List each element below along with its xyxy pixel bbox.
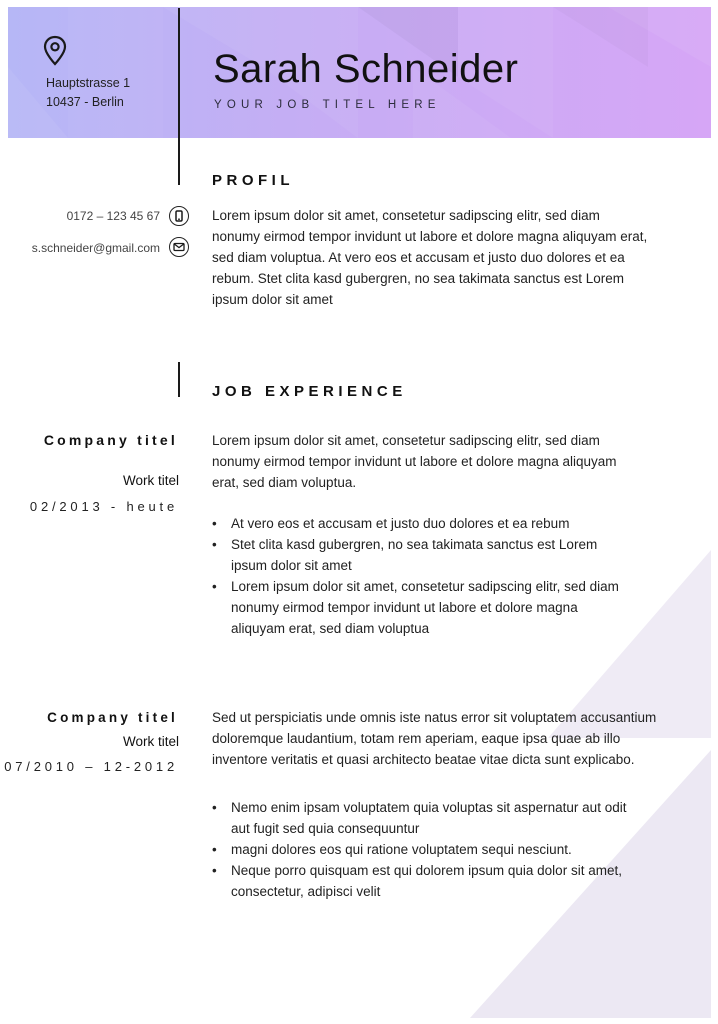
section-title-profile: PROFIL [212,172,294,189]
job-2-work-title: Work titel [122,734,179,749]
vertical-divider [178,8,180,185]
candidate-job-title: YOUR JOB TITEL HERE [214,99,441,111]
profile-text: Lorem ipsum dolor sit amet, consetetur sadipscing elitr, sed diam nonumy eirmod tempor invidunt ut labore et dolore magna aliquyam erat, sed diam voluptua. At vero eos et accusam et justo duo dolores et ea rebum. Stet clita kasd gubergren, no sea takimata sanctus est Lorem ipsum dolor sit amet [212,208,648,307]
job-2-bullet-3: • Neque porro quisquam est qui dolorem ipsum quia dolor sit amet, consectetur, adipisci velit [212,860,642,902]
job-1-company: Company titel [43,432,178,448]
phone-number: 0172 – 123 45 67 [66,209,160,223]
job-2-bullet-1: • Nemo enim ipsam voluptatem quia voluptas sit aspernatur aut odit aut fugit sed quia consequuntur [212,797,642,839]
job-2-bullets [212,797,642,902]
job-1-work-title: Work titel [122,473,179,488]
address-street: Hauptstrasse 1 [46,76,131,90]
map-pin-icon [42,35,68,67]
job-2-company: Company titel [47,710,178,725]
job-2-bullet-2: • magni dolores eos qui ratione voluptatem sequi nesciunt. [212,839,642,860]
job-2-dates: 07/2010 – 12-2012 [4,759,178,774]
address-city: 10437 - Berlin [46,95,124,109]
section-title-experience: JOB EXPERIENCE [212,383,407,400]
job-2-description: Sed ut perspiciatis unde omnis iste natus error sit voluptatem accusantium doloremque laudantium, totam rem aperiam, eaque ipsa quae ab illo inventore veritatis et quasi architecto beatae vitae dicta sunt explicabo. [212,710,657,767]
candidate-name: Sarah Schneider [213,47,519,91]
job-1-bullet-3: • Lorem ipsum dolor sit amet, consetetur sadipscing elitr, sed diam nonumy eirmod tempor invidunt ut labore et dolore magna aliquyam erat, sed diam voluptua [212,576,632,639]
email-address[interactable]: s.schneider@gmail.com [31,241,160,255]
job-1-bullet-2: • Stet clita kasd gubergren, no sea takimata sanctus est Lorem ipsum dolor sit amet [212,534,632,576]
job-1-description: Lorem ipsum dolor sit amet, consetetur sadipscing elitr, sed diam nonumy eirmod tempor invidunt ut labore et dolore magna aliquyam erat, sed diam voluptua. [212,433,617,490]
job-1-bullets [212,513,632,639]
section-divider [178,362,180,397]
job-1-bullet-1: • At vero eos et accusam et justo duo dolores et ea rebum [212,513,632,534]
phone-icon [169,206,189,226]
job-1-dates: 02/2013 - heute [29,499,178,514]
mail-icon [169,237,189,257]
